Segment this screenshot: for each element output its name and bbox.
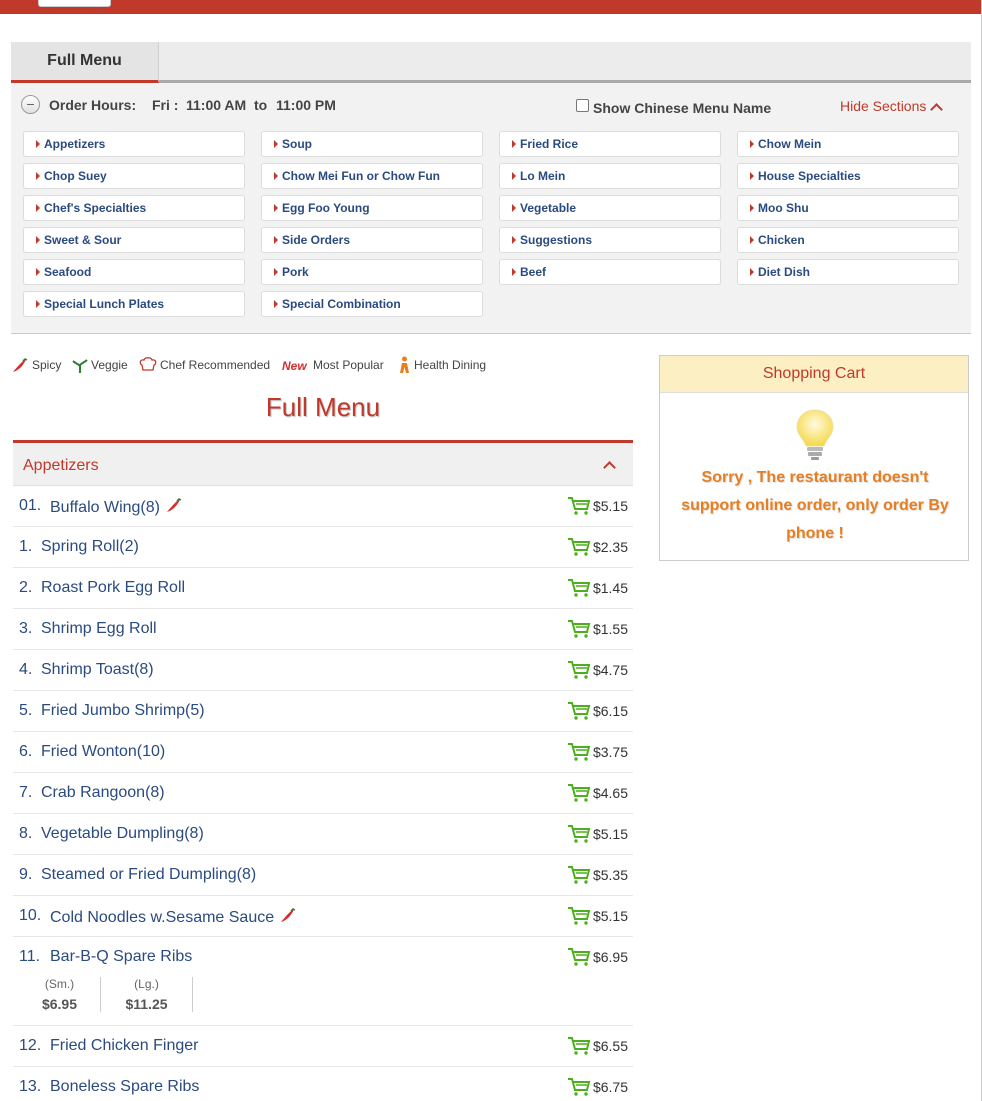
category-label: Chop Suey [44, 169, 107, 183]
menu-item[interactable] [13, 527, 633, 568]
category-link-chicken[interactable] [737, 227, 959, 253]
category-link-beef[interactable] [499, 259, 721, 285]
item-name[interactable] [41, 784, 165, 802]
category-label: Side Orders [282, 233, 351, 247]
category-link-special-lunch-plates[interactable] [23, 291, 245, 317]
category-label: Seafood [44, 265, 92, 279]
item-name[interactable] [41, 743, 165, 761]
category-label: Appetizers [44, 137, 106, 151]
menu-item[interactable] [13, 814, 633, 855]
item-number: 8. [19, 825, 33, 842]
category-label: Moo Shu [758, 201, 809, 215]
item-price: $5.15 [592, 908, 628, 924]
item-name[interactable] [50, 497, 183, 519]
item-price: $6.95 [592, 949, 628, 965]
add-to-cart-icon[interactable] [567, 496, 591, 521]
item-name-text: Crab Rangoon(8) [41, 784, 165, 801]
order-hours-day: Fri : [152, 97, 179, 113]
cart-title: Shopping Cart [660, 356, 968, 393]
caret-right-icon [36, 236, 40, 244]
chinese-name-checkbox[interactable] [576, 99, 589, 112]
caret-right-icon [750, 268, 754, 276]
size-price: $6.95 [41, 996, 78, 1012]
category-link-fried-rice[interactable] [499, 131, 721, 157]
caret-right-icon [274, 268, 278, 276]
category-link-soup[interactable] [261, 131, 483, 157]
category-link-chow-mei-fun-or-chow-fun[interactable] [261, 163, 483, 189]
hours-to: to [254, 97, 268, 113]
item-price: $6.75 [592, 1079, 628, 1095]
chili-pepper-icon [12, 357, 29, 374]
category-link-diet-dish[interactable] [737, 259, 959, 285]
size-options [19, 977, 193, 1012]
item-name-text: Roast Pork Egg Roll [41, 579, 186, 596]
item-name-text: Fried Jumbo Shrimp(5) [41, 702, 205, 719]
category-label: Beef [520, 265, 547, 279]
legend-spicy [12, 355, 61, 375]
item-number: 13. [19, 1078, 42, 1095]
caret-right-icon [274, 300, 278, 308]
item-price: $2.35 [592, 539, 628, 555]
size-option[interactable] [101, 977, 193, 1012]
menu-item[interactable] [13, 937, 633, 1026]
item-price: $3.75 [592, 744, 628, 760]
category-label: Chow Mei Fun or Chow Fun [282, 169, 440, 183]
caret-right-icon [36, 268, 40, 276]
menu-item[interactable] [13, 1026, 633, 1067]
caret-right-icon [512, 172, 516, 180]
item-name[interactable] [50, 948, 192, 966]
health-dining-icon [398, 356, 411, 374]
add-to-cart-icon[interactable] [567, 906, 591, 931]
category-link-house-specialties[interactable] [737, 163, 959, 189]
menu-title: Full Menu [265, 392, 381, 422]
legend-veggie [72, 355, 128, 375]
size-price: $11.25 [125, 996, 168, 1012]
item-name-text: Fried Wonton(10) [41, 743, 166, 760]
item-price: $6.55 [592, 1038, 628, 1054]
item-name-text: Cold Noodles w.Sesame Sauce [50, 909, 275, 927]
category-label: Soup [282, 137, 312, 151]
item-price: $4.65 [592, 785, 628, 801]
size-option[interactable] [19, 977, 101, 1012]
hide-sections-link[interactable] [840, 98, 941, 114]
add-to-cart-icon[interactable] [567, 947, 591, 972]
item-name[interactable] [41, 538, 139, 556]
menu-item[interactable] [13, 609, 633, 650]
category-link-chow-mein[interactable] [737, 131, 959, 157]
caret-right-icon [36, 204, 40, 212]
item-number: 9. [19, 866, 33, 883]
chef-hat-icon [139, 357, 157, 373]
item-name-text: Buffalo Wing(8) [50, 499, 160, 517]
item-number: 3. [19, 620, 33, 637]
category-link-seafood[interactable] [23, 259, 245, 285]
item-name[interactable] [41, 620, 157, 638]
item-number: 12. [19, 1037, 42, 1054]
category-label: Pork [282, 265, 309, 279]
caret-right-icon [750, 236, 754, 244]
add-to-cart-icon[interactable] [567, 619, 591, 644]
tabs-row [11, 42, 971, 83]
item-name[interactable] [41, 702, 205, 720]
section-name: Appetizers [23, 457, 99, 474]
caret-right-icon [274, 204, 278, 212]
new-badge-icon [282, 359, 310, 371]
caret-right-icon [750, 204, 754, 212]
category-link-special-combination[interactable] [261, 291, 483, 317]
menu-item[interactable] [13, 1067, 633, 1101]
order-hours-label: Order Hours: [49, 97, 137, 113]
category-label: Sweet & Sour [44, 233, 122, 247]
add-to-cart-icon[interactable] [567, 1077, 591, 1101]
legend-health [398, 355, 486, 375]
category-label: Chow Mein [758, 137, 822, 151]
item-name[interactable] [50, 1037, 199, 1055]
category-label: Lo Mein [520, 169, 566, 183]
chili-pepper-icon [280, 907, 297, 929]
add-to-cart-icon[interactable] [567, 1036, 591, 1061]
caret-right-icon [512, 236, 516, 244]
legend-health-label: Health Dining [414, 358, 487, 372]
item-name-text: Spring Roll(2) [41, 538, 139, 555]
hide-sections-label: Hide Sections [840, 98, 927, 114]
chevron-up-icon[interactable] [603, 461, 616, 474]
item-price: $1.55 [592, 621, 628, 637]
category-label: House Specialties [758, 169, 861, 183]
category-link-appetizers[interactable] [23, 131, 245, 157]
add-to-cart-icon[interactable] [567, 660, 591, 685]
add-to-cart-icon[interactable] [567, 701, 591, 726]
size-label: (Sm.) [44, 977, 75, 991]
caret-right-icon [512, 204, 516, 212]
item-name-text: Fried Chicken Finger [50, 1037, 199, 1054]
category-label: Egg Foo Young [282, 201, 370, 215]
open-time: 11:00 AM [186, 97, 247, 113]
menu-item[interactable] [13, 486, 633, 527]
add-to-cart-icon[interactable] [567, 578, 591, 603]
item-price: $6.15 [592, 703, 628, 719]
category-link-vegetable[interactable] [499, 195, 721, 221]
caret-right-icon [36, 172, 40, 180]
menu-item[interactable] [13, 650, 633, 691]
cart-message: Sorry , The restaurant doesn't support online order, only order By phone ! [681, 469, 949, 542]
legend-chef-label: Chef Recommended [160, 358, 271, 372]
category-label: Special Lunch Plates [44, 297, 165, 311]
menu-item[interactable] [13, 855, 633, 896]
caret-right-icon [36, 140, 40, 148]
add-to-cart-icon[interactable] [567, 783, 591, 808]
menu-panel [11, 42, 971, 334]
caret-right-icon [36, 300, 40, 308]
category-link-sweet-sour[interactable] [23, 227, 245, 253]
chinese-name-label[interactable]: Show Chinese Menu Name [593, 100, 772, 116]
add-to-cart-icon[interactable] [567, 865, 591, 890]
chili-pepper-icon [166, 497, 183, 519]
item-name[interactable] [41, 661, 154, 679]
item-price: $4.75 [592, 662, 628, 678]
caret-right-icon [512, 268, 516, 276]
tab-full-menu[interactable]: Full Menu [11, 42, 159, 83]
item-number: 10. [19, 907, 42, 924]
item-price: $5.15 [592, 498, 628, 514]
shopping-cart-panel [659, 355, 969, 561]
add-to-cart-icon[interactable] [567, 742, 591, 767]
item-name-text: Shrimp Toast(8) [41, 661, 154, 678]
category-link-chop-suey[interactable] [23, 163, 245, 189]
item-name-text: Shrimp Egg Roll [41, 620, 157, 637]
size-label: (Lg.) [134, 977, 159, 991]
category-label: Fried Rice [520, 137, 579, 151]
clock-icon [21, 95, 40, 114]
item-name[interactable] [41, 866, 256, 884]
category-label: Diet Dish [758, 265, 811, 279]
item-number: 01. [19, 497, 42, 514]
lightbulb-icon [794, 408, 836, 462]
add-to-cart-icon[interactable] [567, 537, 591, 562]
menu-item[interactable] [13, 773, 633, 814]
category-label: Special Combination [282, 297, 401, 311]
menu-item[interactable] [13, 568, 633, 609]
item-name-text: Bar-B-Q Spare Ribs [50, 948, 193, 965]
veggie-leaf-icon [72, 357, 88, 374]
item-number: 11. [19, 948, 41, 965]
caret-right-icon [274, 140, 278, 148]
caret-right-icon [512, 140, 516, 148]
category-link-moo-shu[interactable] [737, 195, 959, 221]
legend-popular [282, 355, 384, 375]
category-label: Suggestions [520, 233, 593, 247]
caret-right-icon [274, 172, 278, 180]
caret-right-icon [750, 172, 754, 180]
item-name[interactable] [41, 579, 185, 597]
category-link-pork[interactable] [261, 259, 483, 285]
item-number: 4. [19, 661, 33, 678]
item-number: 6. [19, 743, 33, 760]
top-nav-bar [0, 0, 982, 14]
item-price: $5.35 [592, 867, 628, 883]
category-link-egg-foo-young[interactable] [261, 195, 483, 221]
item-name[interactable] [50, 1078, 199, 1096]
add-to-cart-icon[interactable] [567, 824, 591, 849]
category-link-chef-s-specialties[interactable] [23, 195, 245, 221]
item-price: $5.15 [592, 826, 628, 842]
close-time: 11:00 PM [276, 97, 336, 113]
item-name-text: Vegetable Dumpling(8) [41, 825, 204, 842]
legend-chef [139, 355, 270, 375]
legend-spicy-label: Spicy [32, 358, 62, 372]
item-number: 5. [19, 702, 33, 719]
legend-veggie-label: Veggie [91, 358, 128, 372]
item-number: 7. [19, 784, 33, 801]
category-link-side-orders[interactable] [261, 227, 483, 253]
svg-text:New: New [282, 359, 307, 371]
menu-item[interactable] [13, 732, 633, 773]
item-price: $1.45 [592, 580, 628, 596]
category-label: Chicken [758, 233, 805, 247]
order-hours-row [11, 90, 971, 120]
legend-popular-label: Most Popular [313, 358, 384, 372]
category-link-suggestions[interactable] [499, 227, 721, 253]
item-number: 2. [19, 579, 33, 596]
item-name-text: Boneless Spare Ribs [50, 1078, 200, 1095]
item-name-text: Steamed or Fried Dumpling(8) [41, 866, 257, 883]
category-label: Chef's Specialties [44, 201, 147, 215]
category-link-lo-mein[interactable] [499, 163, 721, 189]
section-header-appetizers[interactable] [13, 443, 633, 486]
menu-item[interactable] [13, 691, 633, 732]
top-nav-box[interactable] [38, 0, 111, 7]
menu-item[interactable] [13, 896, 633, 937]
item-number: 1. [19, 538, 33, 555]
chevron-up-icon [931, 103, 944, 116]
item-name[interactable] [41, 825, 204, 843]
caret-right-icon [274, 236, 278, 244]
item-name[interactable] [50, 907, 297, 929]
category-label: Vegetable [520, 201, 577, 215]
caret-right-icon [750, 140, 754, 148]
